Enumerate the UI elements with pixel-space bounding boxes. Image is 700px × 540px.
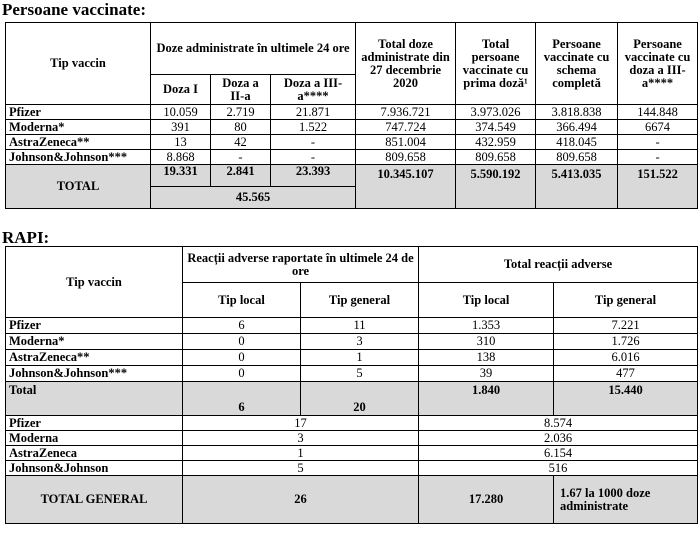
grand-total-label: TOTAL GENERAL <box>6 476 183 524</box>
table-row <box>6 318 698 334</box>
col-reactii-24h: Reacții adverse raportate în ultimele 24 de ore <box>183 247 419 283</box>
cell-d3: - <box>271 135 356 150</box>
cell-general-24h: 3 <box>301 334 419 350</box>
rapi-heading: RAPI: <box>2 228 50 247</box>
total-24h-sum: 45.565 <box>151 187 356 209</box>
cell-sum-total: 8.574 <box>419 416 698 431</box>
cell-d2: - <box>211 150 271 165</box>
cell-sum-24h: 1 <box>183 446 419 461</box>
table-row <box>6 105 698 120</box>
total-schema: 5.413.035 <box>536 165 618 209</box>
vaccine-name: AstraZeneca** <box>6 350 183 366</box>
vaccine-name: AstraZeneca <box>6 446 183 461</box>
cell-general-total: 6.016 <box>554 350 698 366</box>
col-tip-vaccin: Tip vaccin <box>6 247 183 318</box>
col-total-doze: Total doze administrate din 27 decembrie 2020 <box>356 23 456 105</box>
col-tip-local: Tip local <box>183 283 301 318</box>
cell-prima: 374.549 <box>456 120 536 135</box>
cell-general-total: 7.221 <box>554 318 698 334</box>
cell-doza3: 6674 <box>618 120 698 135</box>
table-row <box>6 446 698 461</box>
total-prima: 5.590.192 <box>456 165 536 209</box>
vaccine-name: Pfizer <box>6 105 151 120</box>
col-doze-24h: Doze administrate în ultimele 24 ore <box>151 23 356 75</box>
table-row <box>6 416 698 431</box>
cell-d1: 10.059 <box>151 105 211 120</box>
table-row <box>6 350 698 366</box>
cell-general-24h: 11 <box>301 318 419 334</box>
total-d2: 2.841 <box>211 165 271 187</box>
col-doza-3: Persoane vaccinate cu doza a III-a**** <box>618 23 698 105</box>
cell-local-24h: 0 <box>183 350 301 366</box>
total-local-total: 1.840 <box>419 382 554 416</box>
table-row <box>6 461 698 476</box>
total-row <box>6 382 698 416</box>
grand-total-all: 17.280 <box>419 476 554 524</box>
cell-doza3: 144.848 <box>618 105 698 120</box>
vaccine-name: Pfizer <box>6 416 183 431</box>
cell-prima: 432.959 <box>456 135 536 150</box>
cell-doza3: - <box>618 150 698 165</box>
cell-total: 747.724 <box>356 120 456 135</box>
cell-d1: 8.868 <box>151 150 211 165</box>
col-doza-2: Doza a II-a <box>211 75 271 105</box>
total-row <box>6 165 698 187</box>
vaccine-name: Moderna* <box>6 334 183 350</box>
col-doza-1: Doza I <box>151 75 211 105</box>
total-d3: 23.393 <box>271 165 356 187</box>
cell-local-total: 1.353 <box>419 318 554 334</box>
total-general-total: 15.440 <box>554 382 698 416</box>
table-row <box>6 431 698 446</box>
cell-local-total: 138 <box>419 350 554 366</box>
total-general-24h: 20 <box>301 382 419 416</box>
col-doza-3-24h: Doza a III-a**** <box>271 75 356 105</box>
grand-total-24h: 26 <box>183 476 419 524</box>
cell-general-total: 1.726 <box>554 334 698 350</box>
cell-sum-total: 516 <box>419 461 698 476</box>
cell-local-total: 310 <box>419 334 554 350</box>
vaccine-name: Moderna* <box>6 120 151 135</box>
vaccine-name: Johnson&Johnson*** <box>6 150 151 165</box>
table-row <box>6 120 698 135</box>
cell-schema: 366.494 <box>536 120 618 135</box>
cell-general-24h: 1 <box>301 350 419 366</box>
cell-d2: 80 <box>211 120 271 135</box>
vaccine-name: Johnson&Johnson <box>6 461 183 476</box>
cell-sum-24h: 3 <box>183 431 419 446</box>
cell-d2: 2.719 <box>211 105 271 120</box>
col-tip-general: Tip general <box>301 283 419 318</box>
vaccine-name: Johnson&Johnson*** <box>6 366 183 382</box>
cell-sum-total: 6.154 <box>419 446 698 461</box>
total-label: TOTAL <box>6 165 151 209</box>
col-prima-doza: Total persoane vaccinate cu prima doză¹ <box>456 23 536 105</box>
table-row <box>6 150 698 165</box>
table-row <box>6 135 698 150</box>
col-schema-completa: Persoane vaccinate cu schema completă <box>536 23 618 105</box>
col-tip-vaccin: Tip vaccin <box>6 23 151 105</box>
cell-sum-24h: 17 <box>183 416 419 431</box>
cell-total: 851.004 <box>356 135 456 150</box>
cell-d2: 42 <box>211 135 271 150</box>
cell-d1: 13 <box>151 135 211 150</box>
col-total-local: Tip local <box>419 283 554 318</box>
cell-total: 809.658 <box>356 150 456 165</box>
grand-total-rate: 1.67 la 1000 doze administrate <box>554 476 698 524</box>
cell-doza3: - <box>618 135 698 150</box>
grand-total-row <box>6 476 698 524</box>
cell-total: 7.936.721 <box>356 105 456 120</box>
cell-schema: 3.818.838 <box>536 105 618 120</box>
cell-d1: 391 <box>151 120 211 135</box>
cell-general-24h: 5 <box>301 366 419 382</box>
cell-local-24h: 0 <box>183 366 301 382</box>
cell-schema: 418.045 <box>536 135 618 150</box>
cell-prima: 809.658 <box>456 150 536 165</box>
vaccine-name: Moderna <box>6 431 183 446</box>
total-doza3: 151.522 <box>618 165 698 209</box>
col-total-general: Tip general <box>554 283 698 318</box>
cell-d3: 1.522 <box>271 120 356 135</box>
total-label: Total <box>6 382 183 416</box>
cell-prima: 3.973.026 <box>456 105 536 120</box>
vaccinated-table <box>5 22 698 209</box>
cell-general-total: 477 <box>554 366 698 382</box>
vaccinated-heading: Persoane vaccinate: <box>2 0 146 19</box>
cell-sum-total: 2.036 <box>419 431 698 446</box>
cell-local-24h: 0 <box>183 334 301 350</box>
total-local-24h: 6 <box>183 382 301 416</box>
table-row <box>6 334 698 350</box>
cell-schema: 809.658 <box>536 150 618 165</box>
table-row <box>6 366 698 382</box>
total-total: 10.345.107 <box>356 165 456 209</box>
cell-d3: - <box>271 150 356 165</box>
vaccine-name: AstraZeneca** <box>6 135 151 150</box>
cell-sum-24h: 5 <box>183 461 419 476</box>
col-total-reactii: Total reacții adverse <box>419 247 698 283</box>
vaccine-name: Pfizer <box>6 318 183 334</box>
cell-local-24h: 6 <box>183 318 301 334</box>
cell-d3: 21.871 <box>271 105 356 120</box>
cell-local-total: 39 <box>419 366 554 382</box>
total-d1: 19.331 <box>151 165 211 187</box>
rapi-table <box>5 246 698 524</box>
